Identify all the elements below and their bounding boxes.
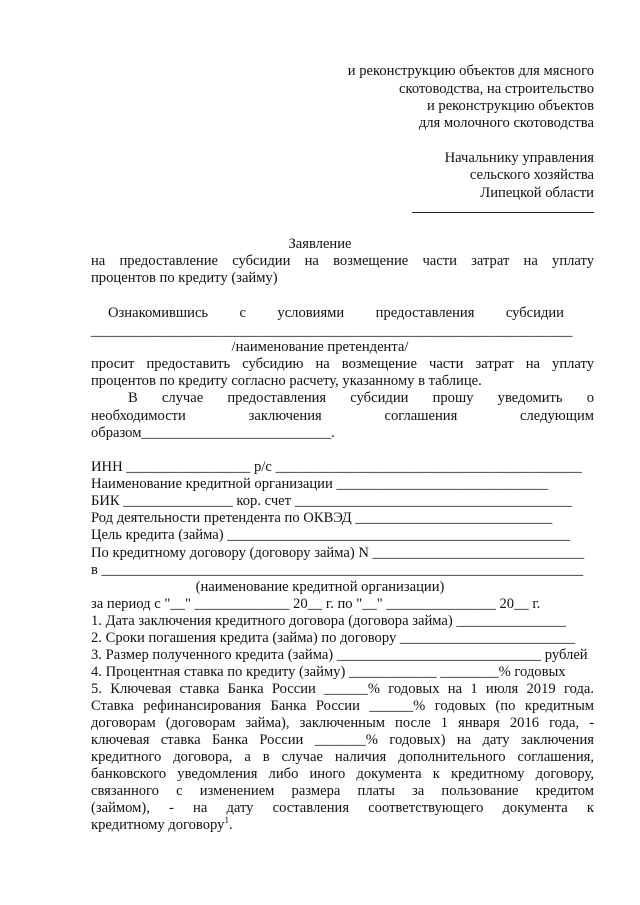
form-field-bik: БИК _______________ кор. счет ______________________________________ xyxy=(91,493,572,509)
body-line: Ознакомившись с условиями предоставления субсидии xyxy=(108,305,564,321)
applicant-field: __________________________________________________________________ xyxy=(91,323,573,339)
form-field-period: за период с "__" _____________ 20__ г. по "__" _______________ 20__ г. xyxy=(91,596,541,612)
form-field-okved: Род деятельности претендента по ОКВЭД ___________________________ xyxy=(91,510,553,526)
form-item-3: 3. Размер полученного кредита (займа) ____________________________ рублей xyxy=(91,647,588,663)
refinancing-line: связанного с изменением размера платы за пользование кредитом xyxy=(91,783,594,799)
form-field-inn: ИНН _________________ р/с __________________________________________ xyxy=(91,459,582,475)
body-line: процентов по кредиту согласно расчету, указанному в таблице. xyxy=(91,373,482,389)
addressee-line: Липецкой области xyxy=(480,185,594,201)
refinancing-line: кредитного договора, а в случае наличия дополнительного соглашения, xyxy=(91,749,594,765)
signature-line xyxy=(412,212,594,213)
header-line: для молочного скотоводства xyxy=(418,115,594,131)
refinancing-line: договорам (договорам займа), заключенным после 1 января 2016 года, - xyxy=(91,715,594,731)
header-line: и реконструкцию объектов xyxy=(426,98,594,114)
form-field-bank: в __________________________________________________________________ xyxy=(91,562,584,578)
form-item-2: 2. Сроки погашения кредита (займа) по договору ________________________ xyxy=(91,630,576,646)
refinancing-line: ключевая ставка Банка России _______% годовых) на дату заключения xyxy=(91,732,594,748)
refinancing-line: (займом), - на дату составления соответствующего документа к xyxy=(91,800,594,816)
subtitle-line: процентов по кредиту (займу) xyxy=(91,270,278,286)
form-field-bank-name: Наименование кредитной организации _____________________________ xyxy=(91,476,549,492)
form-item-1: 1. Дата заключения кредитного договора (договора займа) _______________ xyxy=(91,613,566,629)
footnote-marker: 1 xyxy=(224,815,229,826)
body-line: образом__________________________. xyxy=(91,425,335,441)
bank-caption: (наименование кредитной организации) xyxy=(195,579,445,595)
header-line: и реконструкцию объектов для мясного xyxy=(347,63,594,79)
addressee-line: Начальнику управления xyxy=(444,150,594,166)
body-line: необходимости заключения соглашения следующим xyxy=(91,408,594,424)
form-field-credit-purpose: Цель кредита (займа) _______________________________________________ xyxy=(91,527,571,543)
form-field-credit-agreement: По кредитному договору (договору займа) N _____________________________ xyxy=(91,545,585,561)
subtitle-line: на предоставление субсидии на возмещение части затрат на уплату xyxy=(91,253,594,269)
body-line: просит предоставить субсидию на возмещение части затрат на уплату xyxy=(91,356,594,372)
form-item-5: 5. Ключевая ставка Банка России ______% годовых на 1 июля 2019 года. xyxy=(91,681,594,697)
addressee-line: сельского хозяйства xyxy=(469,167,594,183)
refinancing-line: Ставка рефинансирования Банка России ______% годовых (по кредитным xyxy=(91,698,594,714)
body-line: В случае предоставления субсидии прошу уведомить о xyxy=(128,390,594,406)
form-item-4: 4. Процентная ставка по кредиту (займу) ____________ ________% годовых xyxy=(91,664,566,680)
refinancing-line: банковского уведомления либо иного документа к кредитному договору, xyxy=(91,766,594,782)
applicant-caption: /наименование претендента/ xyxy=(231,339,409,355)
refinancing-text: кредитному договору xyxy=(91,817,225,833)
document-title: Заявление xyxy=(288,236,352,252)
header-line: скотоводства, на строительство xyxy=(399,81,594,97)
refinancing-last-line: кредитному договору$^1$. xyxy=(91,815,233,833)
